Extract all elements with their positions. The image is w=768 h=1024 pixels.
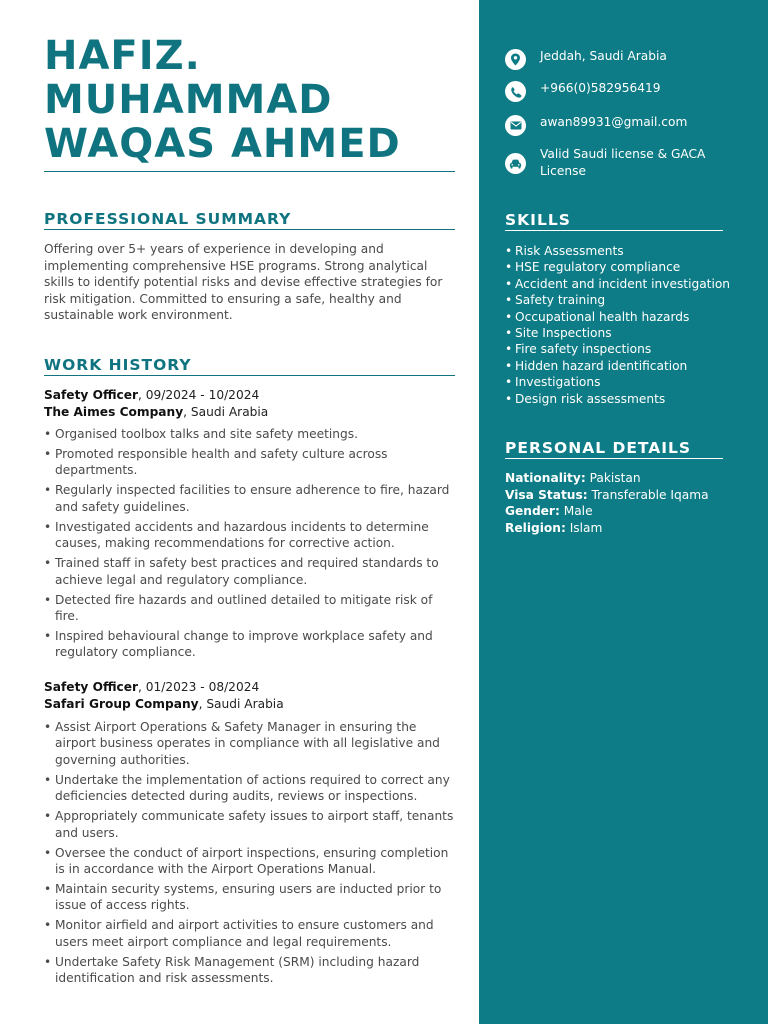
job-2-location: , Saudi Arabia xyxy=(198,696,284,711)
envelope-icon xyxy=(505,115,526,136)
nationality-label: Nationality: xyxy=(505,471,586,485)
contact-phone xyxy=(505,80,735,102)
list-item: • Promoted responsible health and safety culture across departments. xyxy=(44,446,456,479)
skill-item: • Safety training xyxy=(505,292,745,308)
skill-item: • Accident and incident investigation xyxy=(505,276,745,292)
contact-license xyxy=(505,146,735,179)
visa-row xyxy=(505,487,745,504)
list-item: • Organised toolbox talks and site safety meetings. xyxy=(44,426,456,442)
skill-item: • Design risk assessments xyxy=(505,391,745,407)
visa-value: Transferable Iqama xyxy=(587,487,709,502)
list-item: • Monitor airfield and airport activities to ensure customers and users meet airport compliance and legal requirements. xyxy=(44,917,456,950)
list-item: • Undertake Safety Risk Management (SRM) including hazard identification and risk assessments. xyxy=(44,954,456,987)
personal-details xyxy=(505,470,745,536)
religion-row xyxy=(505,520,745,537)
skill-item: • Occupational health hazards xyxy=(505,309,745,325)
religion-label: Religion: xyxy=(505,520,566,535)
skill-item: • HSE regulatory compliance xyxy=(505,259,745,275)
job-2-header xyxy=(44,679,456,712)
work-history-heading: WORK HISTORY xyxy=(44,356,455,376)
gender-value: Male xyxy=(559,504,593,519)
list-item: • Detected fire hazards and outlined detailed to mitigate risk of fire. xyxy=(44,592,456,625)
job-2-company: Safari Group Company xyxy=(44,696,199,711)
personal-details-heading: PERSONAL DETAILS xyxy=(505,439,723,459)
skills-list xyxy=(505,243,745,407)
contact-email xyxy=(505,114,735,136)
list-item: • Trained staff in safety best practices and required standards to achieve legal and regulatory compliance. xyxy=(44,555,456,588)
summary-text: Offering over 5+ years of experience in developing and implementing comprehensive HSE programs. Strong analytical skills to identify potential risks and devise effective strategies for risk mitigation. Committed to ensuring a safe, healthy and sustainable work environment. xyxy=(44,242,443,322)
contact-location xyxy=(505,48,735,70)
list-item: • Inspired behavioural change to improve workplace safety and regulatory compliance. xyxy=(44,628,456,661)
job-1-duties xyxy=(44,426,456,664)
skill-item: • Fire safety inspections xyxy=(505,341,745,357)
gender-row xyxy=(505,503,745,520)
list-item: • Appropriately communicate safety issues to airport staff, tenants and users. xyxy=(44,808,456,841)
location-text: Jeddah, Saudi Arabia xyxy=(540,49,667,63)
candidate-name: HAFIZ. MUHAMMAD WAQAS AHMED xyxy=(44,33,401,167)
skill-item: • Risk Assessments xyxy=(505,243,745,259)
email-text[interactable]: awan89931@gmail.com xyxy=(540,115,688,129)
job-1-title: Safety Officer xyxy=(44,388,139,402)
list-item: • Investigated accidents and hazardous incidents to determine causes, making recommendations for corrective action. xyxy=(44,519,456,552)
job-1-company: The Aimes Company xyxy=(44,404,184,419)
job-1-header xyxy=(44,387,456,420)
nationality-row xyxy=(505,470,745,487)
nationality-value: Pakistan xyxy=(585,471,641,485)
list-item: • Maintain security systems, ensuring users are inducted prior to issue of access rights. xyxy=(44,881,456,914)
job-1-location: , Saudi Arabia xyxy=(183,404,269,419)
job-2-dates: , 01/2023 - 08/2024 xyxy=(138,680,260,694)
professional-summary-heading: PROFESSIONAL SUMMARY xyxy=(44,210,455,230)
job-1-dates: , 09/2024 - 10/2024 xyxy=(138,388,260,402)
job-2-title: Safety Officer xyxy=(44,680,139,694)
name-divider xyxy=(44,171,455,172)
list-item: • Oversee the conduct of airport inspections, ensuring completion is in accordance with the Airport Operations Manual. xyxy=(44,845,456,878)
list-item: • Assist Airport Operations & Safety Manager in ensuring the airport business operates in compliance with all legislative and governing authorities. xyxy=(44,719,456,768)
map-pin-icon xyxy=(505,49,526,70)
job-2-duties xyxy=(44,719,456,990)
visa-label: Visa Status: xyxy=(505,487,588,502)
skill-item: • Site Inspections xyxy=(505,325,745,341)
list-item: • Regularly inspected facilities to ensure adherence to fire, hazard and safety guidelines. xyxy=(44,482,456,515)
list-item: • Undertake the implementation of actions required to correct any deficiencies detected during audits, reviews or inspections. xyxy=(44,772,456,805)
skill-item: • Investigations xyxy=(505,374,745,390)
license-text: Valid Saudi license & GACA License xyxy=(540,147,706,178)
phone-text: +966(0)582956419 xyxy=(540,81,661,95)
skill-item: • Hidden hazard identification xyxy=(505,358,745,374)
religion-value: Islam xyxy=(565,520,603,535)
phone-icon xyxy=(505,81,526,102)
gender-label: Gender: xyxy=(505,504,560,519)
skills-heading: SKILLS xyxy=(505,211,723,231)
car-icon xyxy=(505,153,526,174)
